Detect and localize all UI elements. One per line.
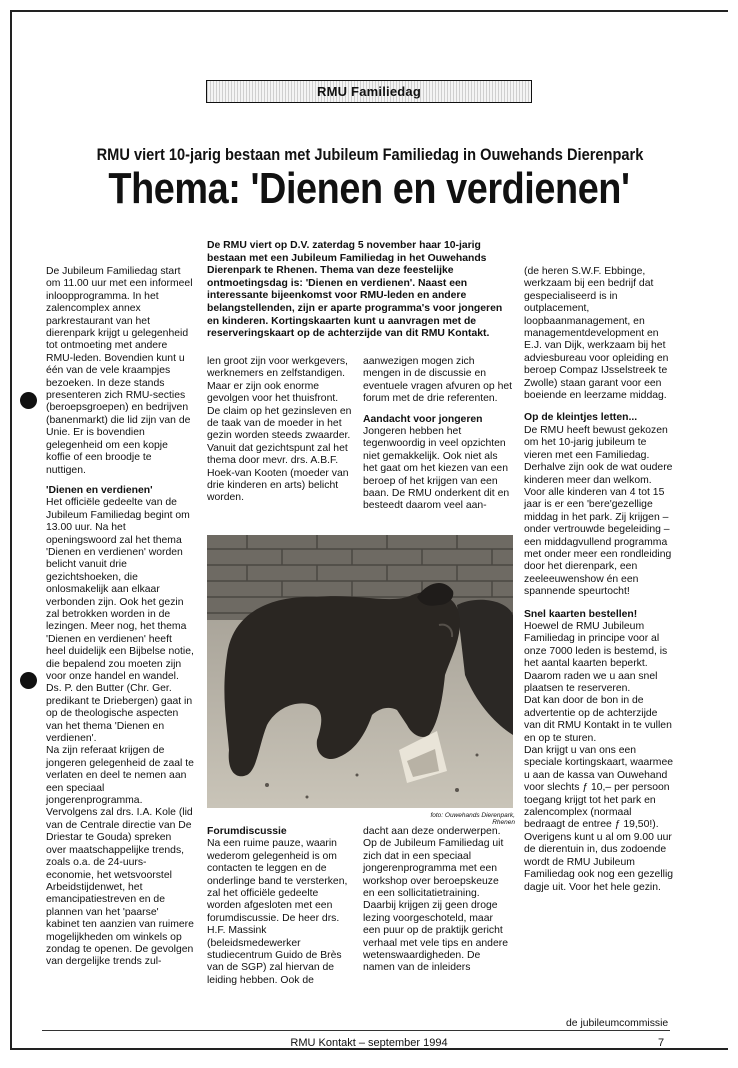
column-1 — [46, 266, 194, 977]
paragraph: Hoewel de RMU Jubileum Familiedag in principe voor al onze 7000 leden is bestemd, is het aantal kaarten beperkt. Daarom raden we u aan snel plaatsen te reserveren. — [524, 620, 668, 694]
subheading-kaarten: Snel kaarten bestellen! — [524, 608, 638, 620]
article-subtitle: RMU viert 10-jarig bestaan met Jubileum Familiedag in Ouwehands Dierenpark — [96, 145, 644, 164]
paragraph: De Jubileum Familiedag start om 11.00 uur met een informeel inloopprogramma. In het zalencomplex annex parkrestaurant van het dierenpark krijgt u gelegenheid tot ontmoeting met andere RMU-leden. Bovendien kunt u één van de vele kraampjes bezoeken. In deze stands presenteren zich RMU-secties (beroepsgroepen) en bedrijven (banenmarkt) die lid zijn van de Unie. Er is bovendien gelegenheid om een kopje koffie of een broodje te nuttigen. — [46, 266, 193, 476]
binder-hole-bullet — [20, 672, 37, 689]
article-title: Thema: 'Dienen en verdienen' — [108, 164, 630, 213]
subheading-dienen: 'Dienen en verdienen' — [46, 484, 153, 496]
signoff: de jubileumcommissie — [566, 1018, 669, 1029]
page-border-left — [10, 10, 12, 1050]
paragraph: dacht aan deze onderwerpen. Op de Jubileum Familiedag uit zich dat in een speciaal jongerenprogramma met een workshop over beroepskeuze en een sollicitatietraining. Daarbij krijgen zij geen droge lezing voorgeschoteld, maar een puur op de praktijk gericht verhaal met vele tips en andere wetenswaardigheden. De namen van de inleiders — [363, 826, 508, 974]
binder-hole-bullet — [20, 392, 37, 409]
paragraph: Dat kan door de bon in de advertentie op de achterzijde van dit RMU Kontakt in te vullen en op te sturen. — [524, 695, 672, 744]
page-number: 7 — [658, 1037, 665, 1049]
page-border-top — [10, 10, 728, 12]
paragraph: Na zijn referaat krijgen de jongeren gelegenheid de zaal te verlaten en deel te nemen aan een speciaal jongerenprogramma. Vervolgens zal drs. I.A. Kole (lid van de Centrale directie van De Driestar te Gouda) spreken over maatschappelijke trends, zoals o.a. de 24-uurs-economie, het wetsvoorstel Arbeidstijdenwet, het emancipatiestreven en de plannen van het 'paarse' kabinet ten aanzien van ruimere mogelijkheden om winkels op zondag te openen. De gevolgen van dergelijke trends zul- — [46, 745, 194, 968]
subheading-forum: Forumdiscussie — [207, 826, 287, 837]
paragraph: Ds. P. den Butter (Chr. Ger. predikant te Driebergen) gaat in op de theologische aspecten van het thema 'Dienen en verdienen'. — [46, 683, 193, 745]
section-banner — [206, 80, 532, 103]
column-3-top — [363, 356, 513, 521]
subheading-jongeren: Aandacht voor jongeren — [363, 413, 483, 425]
bear-cub-photo — [207, 535, 513, 808]
column-2-bottom — [207, 826, 353, 995]
section-label: RMU Familiedag — [317, 84, 421, 99]
column-4 — [524, 266, 674, 902]
footer-rule — [42, 1030, 670, 1031]
subheading-kleintjes: Op de kleintjes letten... — [524, 412, 638, 424]
footer-publication: RMU Kontakt – september 1994 — [290, 1037, 448, 1049]
paragraph: len groot zijn voor werkgevers, werknemers en zelfstandigen. — [207, 356, 348, 380]
column-3-bottom — [363, 826, 513, 983]
paragraph: De RMU heeft bewust gekozen om het 10-jarig jubileum te vieren met een Familiedag. Derhalve zijn ook de wat oudere kinderen meer dan welkom. Voor alle kinderen van 4 tot 15 jaar is er een 'bere'gezellige middag in het park. Zij krijgen – onder vertrouwde begeleiding – een middagvullend programma met onder meer een rondleiding door het dierenpark, een zeeleeuwenshow én een spannende speurtocht! — [524, 424, 673, 598]
paragraph: Jongeren hebben het tegenwoordig in veel opzichten niet gemakkelijk. Ook niet als het gaat om het kiezen van een beroep of het krijgen van een baan. De RMU onderkent dit en besteedt daarom veel aan- — [363, 426, 510, 512]
photo-caption: foto: Ouwehands Dierenpark, Rhenen — [430, 812, 515, 826]
paragraph: aanwezigen mogen zich mengen in de discussie en eventuele vragen afvuren op het forum met de drie referenten. — [363, 356, 513, 405]
paragraph: Het officiële gedeelte van de Jubileum Familiedag begint om 13.00 uur. Na het openingswoord zal het thema 'Dienen en verdienen' worden belicht vanuit drie gezichtshoeken, die onlosmakelijk aan elkaar verbonden zijn. Ook het gezin zal betrokken worden in de lezingen. Meer nog, het thema 'Dienen en verdienen' heeft heel duidelijk een Bijbelse notie, die bepalend zou moeten zijn voor onze handel en wandel. — [46, 497, 194, 682]
article-intro: De RMU viert op D.V. zaterdag 5 november haar 10-jarig bestaan met een Jubileum Familiedag in het Ouwehands Dierenpark te Rhenen. Thema van deze feestelijke ontmoetingsdag is: 'Dienen en verdienen'. Naast een interessante bijeenkomst voor RMU-leden en andere belangstellenden, zijn er aparte programma's voor jongeren en kinderen. Kortingskaarten kunt u aanvragen met de reserveringskaart op de achterzijde van dit RMU Kontakt. — [207, 240, 503, 340]
paragraph: Na een ruime pauze, waarin wederom gelegenheid is om contacten te leggen en de onderlinge band te versterken, zal het officiële gedeelte worden afgesloten met een forumdiscussie. De heer drs. H.F. Massink (beleidsmedewerker studiecentrum Guido de Brès van de SGP) zal hiervan de leiding hebben. Ook de — [207, 838, 348, 986]
column-2-top — [207, 356, 353, 513]
bear-cub-illustration — [207, 535, 513, 808]
paragraph: Maar er zijn ook enorme gevolgen voor het thuisfront. De claim op het gezinsleven en de taak van de moeder in het gezin worden steeds zwaarder. Vanuit dat gezichtspunt zal het thema door mevr. drs. A.B.F. Hoek-van Kooten (moeder van drie kinderen en arts) belicht worden. — [207, 380, 352, 504]
paragraph: (de heren S.W.F. Ebbinge, werkzaam bij een bedrijf dat gespecialiseerd is in outplacement, loopbaanmanagement, en managementdevelopment en E.J. van Dijk, werkzaam bij het adviesbureau voor opleiding en beroep Compaz IJsselstreek te Zwolle) staan garant voor een boeiende en leerzame middag. — [524, 266, 669, 402]
paragraph: Dan krijgt u van ons een speciale kortingskaart, waarmee u aan de kassa van Ouwehand voor slechts ƒ 10,– per persoon toegang krijgt tot het park en zalencomplex (normaal bedraagt de entree ƒ 19,50!). Overigens kunt u al om 9.00 uur de dierentuin in, dus zodoende wordt de RMU Jubileum Familiedag ook nog een gezellig dagje uit. Voor het hele gezin. — [524, 745, 674, 893]
